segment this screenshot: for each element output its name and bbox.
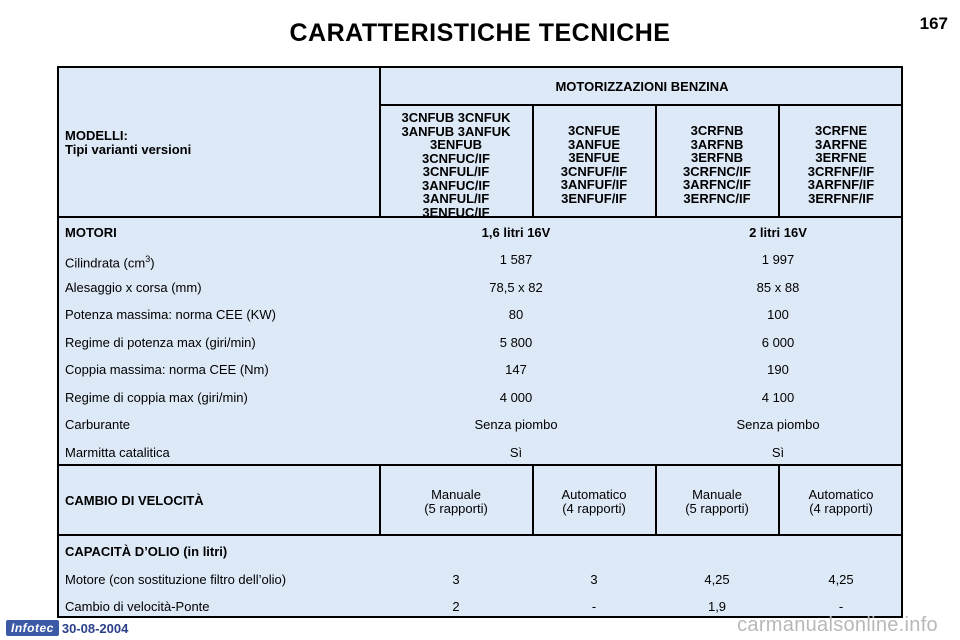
spec-label: Carburante bbox=[65, 417, 131, 432]
watermark: carmanualsonline.info bbox=[737, 614, 938, 636]
spec-label: Regime di coppia max (giri/min) bbox=[65, 389, 248, 405]
motori-heading: MOTORI bbox=[65, 225, 117, 240]
gearbox-ratios: (5 rapporti) bbox=[424, 501, 488, 516]
spec-value: 1 587 bbox=[499, 252, 533, 267]
gearbox-ratios: (4 rapporti) bbox=[809, 501, 873, 516]
capacity-label: Motore (con sostituzione filtro dell’olio) bbox=[65, 572, 287, 587]
models-sublabel: Tipi varianti versioni bbox=[65, 142, 192, 157]
infotec-logo: Infotec bbox=[6, 620, 59, 636]
model-code: 3CNFUC/IF bbox=[422, 150, 490, 166]
engine-label: 2 litri 16V bbox=[749, 225, 807, 240]
model-code: 3ERFNE bbox=[815, 150, 867, 165]
page-title: CARATTERISTICHE TECNICHE bbox=[289, 19, 671, 47]
spec-label: Potenza massima: norma CEE (KW) bbox=[65, 307, 276, 322]
capacita-section bbox=[59, 536, 901, 616]
model-column bbox=[401, 111, 510, 219]
capacity-value: 1,9 bbox=[707, 599, 727, 614]
model-code: 3CRFNE bbox=[814, 123, 868, 138]
model-code: 3ARFNB bbox=[690, 136, 744, 152]
model-code: 3CNFUL/IF bbox=[422, 164, 490, 179]
spec-label: Coppia massima: norma CEE (Nm) bbox=[65, 362, 269, 377]
capacity-label: Cambio di velocità-Ponte bbox=[65, 599, 210, 614]
cambio-heading: CAMBIO DI VELOCITÀ bbox=[65, 493, 204, 508]
model-code: 3ANFUB 3ANFUK bbox=[401, 123, 511, 139]
model-code: 3ENFUB bbox=[429, 137, 482, 152]
model-code: 3ARFNE bbox=[814, 136, 868, 152]
capacity-value: - bbox=[591, 599, 597, 614]
capacity-value: 3 bbox=[452, 572, 460, 587]
spec-value: 190 bbox=[767, 362, 789, 377]
model-column bbox=[561, 124, 627, 205]
spec-value: 6 000 bbox=[761, 334, 795, 350]
model-code: 3ENFUF/IF bbox=[561, 190, 627, 206]
model-code: 3ANFUE bbox=[567, 136, 621, 152]
spec-value: Senza piombo bbox=[474, 417, 558, 432]
model-code: 3ANFUF/IF bbox=[560, 177, 628, 192]
spec-value: 100 bbox=[767, 307, 789, 322]
model-code: 3ARFNF/IF bbox=[807, 177, 875, 192]
model-code: 3ERFNC/IF bbox=[683, 190, 751, 206]
spec-table bbox=[57, 66, 903, 618]
gearbox-ratios: (4 rapporti) bbox=[562, 501, 626, 516]
spec-value: 1 997 bbox=[761, 252, 795, 267]
spec-label: Marmitta catalitica bbox=[65, 444, 170, 460]
header-section bbox=[59, 68, 901, 218]
capacity-value: - bbox=[838, 599, 844, 614]
gearbox-ratios: (5 rapporti) bbox=[685, 501, 749, 516]
model-code: 3CRFNF/IF bbox=[807, 163, 875, 179]
spec-value: 147 bbox=[505, 362, 527, 377]
capacity-value: 3 bbox=[590, 572, 598, 587]
spec-label: Regime di potenza max (giri/min) bbox=[65, 334, 256, 350]
motori-section bbox=[59, 218, 901, 466]
model-code: 3CRFNB bbox=[690, 123, 744, 138]
spec-value: 80 bbox=[508, 307, 524, 322]
footer bbox=[6, 620, 128, 636]
spec-value: Senza piombo bbox=[736, 417, 820, 432]
model-code: 3ANFUL/IF bbox=[422, 191, 490, 206]
capacita-heading: CAPACITÀ D’OLIO (in litri) bbox=[65, 544, 228, 559]
print-date: 30-08-2004 bbox=[61, 620, 129, 636]
spec-label: Cilindrata $(cm^3)$ bbox=[65, 254, 155, 271]
model-code: 3ENFUE bbox=[568, 150, 620, 165]
model-code: 3CNFUB 3CNFUK bbox=[401, 110, 511, 125]
spec-value: 78,5 x 82 bbox=[489, 279, 543, 295]
spec-value: Sì bbox=[771, 444, 785, 460]
cambio-section bbox=[59, 466, 901, 536]
engine-label: 1,6 litri 16V bbox=[481, 225, 551, 240]
model-code: 3CRFNC/IF bbox=[683, 163, 751, 179]
model-code: 3ANFUC/IF bbox=[422, 177, 490, 193]
capacity-value: 4,25 bbox=[704, 572, 730, 587]
model-column bbox=[683, 124, 751, 205]
model-code: 3ERFNF/IF bbox=[808, 190, 874, 206]
spec-value: 4 100 bbox=[761, 389, 795, 405]
models-label: MODELLI: bbox=[65, 128, 128, 143]
gearbox-type: Manuale bbox=[692, 487, 742, 502]
group-label: MOTORIZZAZIONI BENZINA bbox=[555, 79, 729, 94]
model-code: 3ENFUC/IF bbox=[422, 204, 490, 220]
gearbox-type: Automatico bbox=[561, 487, 627, 502]
spec-value: 5 800 bbox=[499, 334, 533, 350]
gearbox-type: Automatico bbox=[808, 487, 874, 502]
model-column bbox=[808, 124, 874, 205]
model-code: 3ARFNC/IF bbox=[683, 177, 751, 192]
spec-value: 85 x 88 bbox=[756, 279, 800, 295]
page-number: 167 bbox=[919, 14, 948, 33]
model-code: 3ERFNB bbox=[690, 150, 744, 165]
capacity-value: 4,25 bbox=[828, 572, 854, 587]
capacity-value: 2 bbox=[452, 599, 460, 614]
gearbox-type: Manuale bbox=[431, 487, 481, 502]
spec-value: 4 000 bbox=[499, 389, 533, 405]
spec-label: Alesaggio x corsa (mm) bbox=[65, 279, 202, 295]
spec-value: Sì bbox=[509, 444, 523, 460]
model-code: 3CNFUE bbox=[567, 123, 621, 138]
model-code: 3CNFUF/IF bbox=[560, 163, 628, 179]
